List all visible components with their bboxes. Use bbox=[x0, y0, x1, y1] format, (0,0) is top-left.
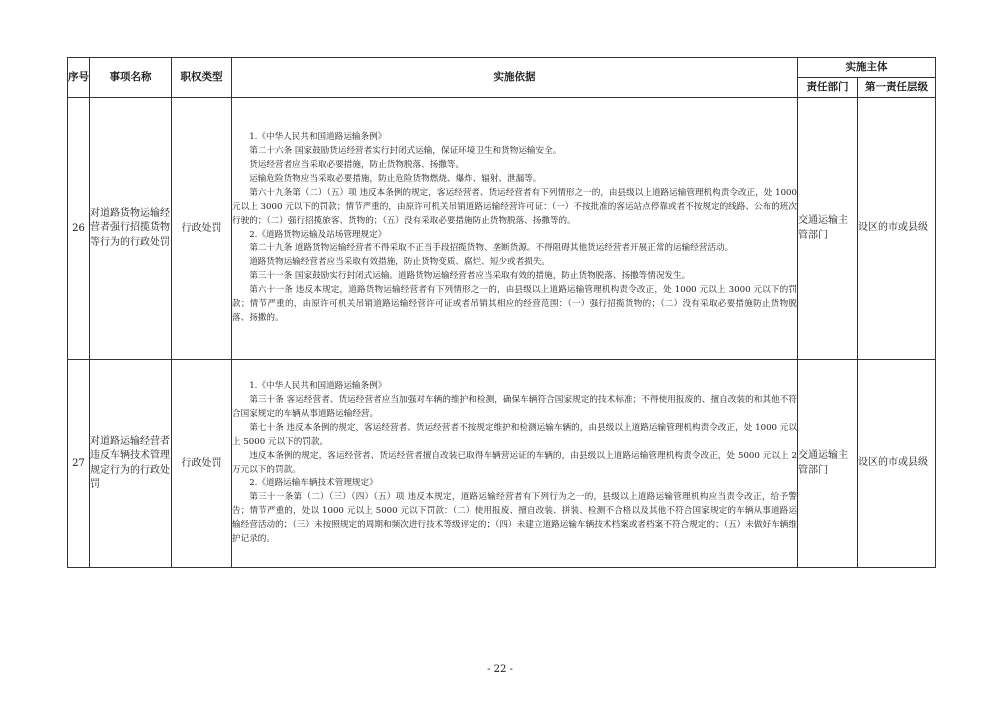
basis-line: 2.《道路货物运输及站场管理规定》 bbox=[249, 229, 387, 240]
row-name: 对道路货物运输经营者强行招揽货物等行为的行政处罚 bbox=[90, 98, 172, 360]
row-seq: 27 bbox=[68, 360, 90, 568]
header-seq: 序号 bbox=[68, 58, 90, 98]
table-row bbox=[68, 360, 936, 568]
basis-line: 2.《道路运输车辆技术管理规定》 bbox=[249, 478, 378, 489]
row-level: 设区的市或县级 bbox=[858, 98, 936, 360]
header-subject: 实施主体 bbox=[798, 58, 936, 78]
basis-line: 第二十九条 道路货物运输经营者不得采取不正当手段招揽货物、垄断货源。不得阻碍其他货运经营者开展正常的运输经营活动。 bbox=[249, 243, 734, 254]
row-basis bbox=[232, 98, 798, 360]
header-name: 事项名称 bbox=[90, 58, 172, 98]
enforcement-table bbox=[67, 57, 936, 568]
row-type: 行政处罚 bbox=[172, 98, 232, 360]
basis-line: 1.《中华人民共和国道路运输条例》 bbox=[249, 132, 387, 143]
header-basis: 实施依据 bbox=[232, 58, 798, 98]
header-level: 第一责任层级 bbox=[858, 78, 936, 98]
basis-line: 第六十一条 违反本规定，道路货物运输经营者有下列情形之一的，由县级以上道路运输管理机构责令改正，处 1000 元以上 3000 元以下的罚款；情节严重的，由原许可机关吊销道路运输经营许可证或者吊销其相应的经营范围：（一）强行招揽货物的；（二）没有采取必要措施防止货物脱落、扬撒的。 bbox=[232, 285, 797, 324]
basis-line: 道路货物运输经营者应当采取有效措施，防止货物变质、腐烂、短少或者损失。 bbox=[249, 257, 550, 268]
page-number: - 22 - bbox=[487, 664, 513, 675]
header-dept: 责任部门 bbox=[798, 78, 858, 98]
row-dept: 交通运输主管部门 bbox=[798, 360, 858, 568]
basis-line: 第六十九条第（二）（五）项 违反本条例的规定，客运经营者、货运经营者有下列情形之一的，由县级以上道路运输管理机构责令改正，处 1000 元以上 3000 元以下的罚款；情节严重的，由原许可机关吊销道路运输经营许可证：（一）不按批准的客运站点停靠或者不按规定的线路、公布的班次行驶的；（二）强行招揽旅客、货物的；（五）没有采取必要措施防止货物脱落、扬撒等的。 bbox=[232, 187, 797, 226]
row-dept: 交通运输主管部门 bbox=[798, 98, 858, 360]
basis-line: 第三十条 客运经营者、货运经营者应当加强对车辆的维护和检测，确保车辆符合国家规定的技术标准；不得使用报废的、擅自改装的和其他不符合国家规定的车辆从事道路运输经营。 bbox=[232, 394, 797, 419]
basis-line: 第三十一条 国家鼓励实行封闭式运输。道路货物运输经营者应当采取有效的措施，防止货物脱落、扬撒等情况发生。 bbox=[249, 271, 691, 282]
header-type: 职权类型 bbox=[172, 58, 232, 98]
row-type: 行政处罚 bbox=[172, 360, 232, 568]
basis-line: 第二十六条 国家鼓励货运经营者实行封闭式运输，保证环境卫生和货物运输安全。 bbox=[249, 145, 562, 156]
basis-line: 货运经营者应当采取必要措施，防止货物脱落、扬撒等。 bbox=[249, 159, 465, 170]
basis-line: 运输危险货物应当采取必要措施，防止危险货物燃烧、爆炸、辐射、泄漏等。 bbox=[249, 173, 542, 184]
table-row bbox=[68, 98, 936, 360]
basis-line: 1.《中华人民共和国道路运输条例》 bbox=[249, 380, 387, 391]
row-basis bbox=[232, 360, 798, 568]
basis-line: 第七十条 违反本条例的规定，客运经营者、货运经营者不按规定维护和检测运输车辆的，由县级以上道路运输管理机构责令改正，处 1000 元以上 5000 元以下的罚款。 bbox=[232, 422, 797, 447]
row-name: 对道路运输经营者违反车辆技术管理规定行为的行政处罚 bbox=[90, 360, 172, 568]
row-seq: 26 bbox=[68, 98, 90, 360]
row-level: 设区的市或县级 bbox=[858, 360, 936, 568]
basis-line: 违反本条例的规定，客运经营者、货运经营者擅自改装已取得车辆营运证的车辆的，由县级以上道路运输管理机构责令改正，处 5000 元以上 2 万元以下的罚款。 bbox=[232, 450, 797, 475]
basis-line: 第三十一条第（二）（三）（四）（五）项 违反本规定，道路运输经营者有下列行为之一的，县级以上道路运输管理机构应当责令改正，给予警告；情节严重的，处以 1000 元以上 5000 元以下罚款：（二）使用报废、擅自改装、拼装、检测不合格以及其他不符合国家规定的车辆从事道路运输经营活动的；（三）未按照规定的周期和频次进行技术等级评定的；（四）未建立道路运输车辆技术档案或者档案不符合规定的；（五）未做好车辆维护记录的。 bbox=[232, 492, 797, 545]
